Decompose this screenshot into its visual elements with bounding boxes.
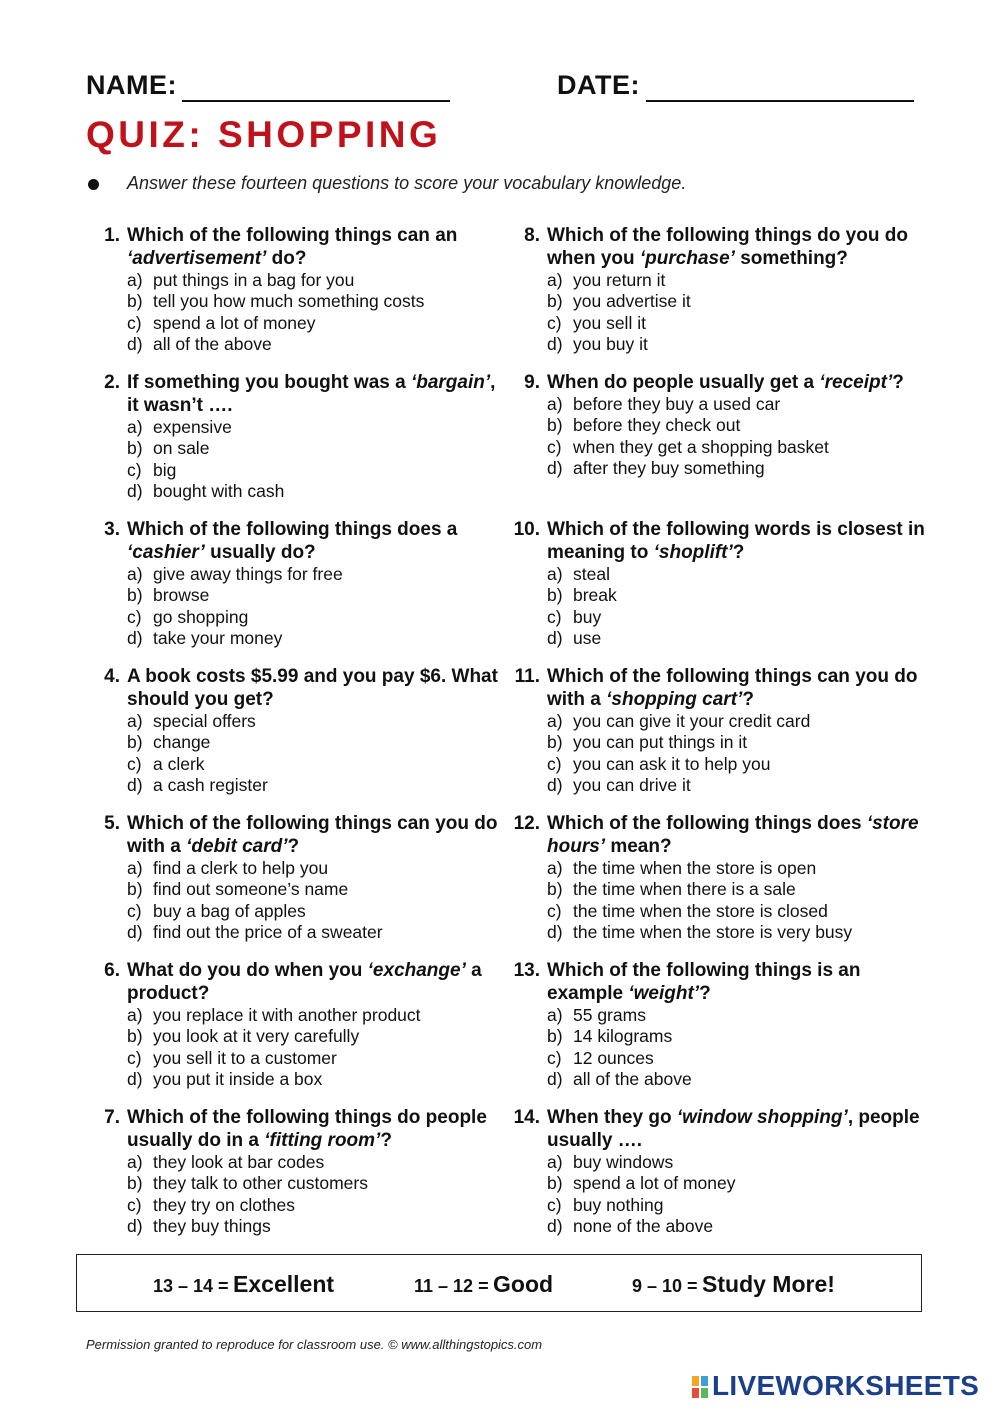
option-text: on sale (153, 438, 210, 459)
option-letter: d) (127, 333, 143, 354)
option-letter: d) (127, 774, 143, 795)
question-text (547, 959, 926, 1005)
option-text: they buy things (153, 1215, 271, 1236)
question-number: 9. (524, 372, 540, 393)
question-number: 8. (524, 225, 540, 246)
score-good (414, 1271, 553, 1298)
question-item (506, 665, 926, 812)
answer-option (547, 270, 926, 291)
answer-option (127, 270, 498, 291)
option-letter: a) (547, 394, 563, 414)
question-term: ‘shoplift’ (653, 542, 733, 563)
question-term: ‘receipt’ (819, 372, 893, 393)
options-list (547, 1005, 926, 1090)
answer-option (127, 1069, 498, 1090)
question-item (506, 371, 926, 518)
option-letter: c) (127, 606, 142, 627)
option-letter: d) (127, 921, 143, 942)
option-letter: c) (547, 606, 562, 627)
option-text: break (573, 585, 617, 606)
option-text: you can ask it to help you (573, 753, 771, 774)
option-text: you can drive it (573, 774, 691, 795)
question-term: ‘fitting room’ (264, 1130, 381, 1151)
answer-option (547, 1173, 926, 1194)
question-text-pre: Which of the following things do you do when you (547, 225, 908, 269)
answer-option (547, 394, 926, 415)
option-letter: b) (547, 415, 563, 436)
option-text: before they check out (573, 415, 741, 436)
option-letter: c) (127, 312, 142, 333)
answer-option (127, 334, 498, 355)
option-text: after they buy something (573, 457, 765, 478)
question-text-pre: Which of the following things can you do with a (127, 813, 498, 857)
option-text: the time when the store is open (573, 858, 817, 878)
options-list (127, 1005, 498, 1090)
option-letter: c) (547, 753, 562, 774)
option-text: the time when there is a sale (573, 879, 796, 900)
question-text-pre: Which of the following things can an (127, 225, 458, 246)
option-text: find a clerk to help you (153, 858, 329, 878)
option-letter: a) (127, 711, 143, 731)
question-text-post: ? (699, 983, 711, 1004)
option-text: you replace it with another product (153, 1005, 421, 1025)
question-item (86, 812, 498, 959)
instructions-text: Answer these fourteen questions to score your vocabulary knowledge. (127, 173, 687, 193)
question-term: ‘window shopping’ (676, 1107, 848, 1128)
questions-left-column (86, 224, 498, 1253)
score-excellent-range: 13 – 14 = (153, 1276, 229, 1296)
question-text (547, 1106, 926, 1152)
question-text-post: ? (742, 689, 754, 710)
question-text (127, 959, 498, 1005)
answer-option (547, 628, 926, 649)
answer-option (127, 564, 498, 585)
option-letter: b) (547, 1026, 563, 1047)
option-text: all of the above (573, 1068, 692, 1089)
answer-option (547, 775, 926, 796)
option-text: expensive (153, 417, 232, 437)
option-text: you can put things in it (573, 732, 748, 753)
options-list (127, 270, 498, 355)
question-text-pre: Which of the following things does a (127, 519, 458, 540)
option-text: none of the above (573, 1215, 714, 1236)
option-text: tell you how much something costs (153, 291, 425, 312)
option-letter: a) (547, 1152, 563, 1172)
question-term: ‘exchange’ (367, 960, 466, 981)
answer-option (127, 922, 498, 943)
question-item (506, 812, 926, 959)
question-text (547, 665, 926, 711)
option-letter: d) (547, 774, 563, 795)
option-text: you sell it (573, 312, 646, 333)
question-text-pre: If something you bought was a (127, 372, 411, 393)
answer-option (547, 437, 926, 458)
option-text: browse (153, 585, 210, 606)
option-text: you put it inside a box (153, 1068, 323, 1089)
answer-option (547, 1216, 926, 1237)
question-item (506, 518, 926, 665)
question-text (127, 224, 498, 270)
answer-option (127, 1195, 498, 1216)
question-number: 5. (104, 813, 120, 834)
score-good-label: Good (493, 1271, 554, 1297)
option-text: 55 grams (573, 1005, 646, 1025)
question-text-post: , people usually …. (547, 1107, 920, 1151)
option-text: all of the above (153, 333, 272, 354)
answer-option (127, 607, 498, 628)
answer-option (127, 481, 498, 502)
option-text: go shopping (153, 606, 249, 627)
option-letter: d) (127, 1068, 143, 1089)
option-text: put things in a bag for you (153, 270, 355, 290)
answer-option (127, 1026, 498, 1047)
question-text-pre: Which of the following things do people usually do in a (127, 1107, 487, 1151)
question-number: 11. (514, 666, 540, 687)
option-text: buy (573, 606, 602, 627)
question-number: 10. (513, 519, 540, 540)
answer-option (547, 1069, 926, 1090)
score-good-range: 11 – 12 = (414, 1276, 489, 1296)
question-text-post: usually do? (204, 542, 316, 563)
name-blank-line (182, 100, 450, 102)
options-list (127, 858, 498, 943)
liveworksheets-logo-icon (692, 1376, 708, 1398)
option-text: special offers (153, 711, 256, 731)
question-term: ‘advertisement’ (127, 248, 267, 269)
option-text: change (153, 732, 211, 753)
answer-option (547, 334, 926, 355)
question-text-post: ? (732, 542, 745, 563)
question-item (86, 665, 498, 812)
score-box (76, 1254, 922, 1312)
option-letter: a) (547, 858, 563, 878)
option-letter: b) (127, 1173, 143, 1194)
option-text: give away things for free (153, 564, 343, 584)
answer-option (547, 313, 926, 334)
answer-option (547, 291, 926, 312)
liveworksheets-brand: LIVEWORKSHEETS (712, 1370, 980, 1401)
bullet-icon (88, 179, 99, 190)
option-text: they try on clothes (153, 1194, 296, 1215)
question-text (127, 812, 498, 858)
answer-option (127, 585, 498, 606)
option-letter: b) (127, 732, 143, 753)
question-term: ‘store hours’ (547, 813, 919, 857)
option-text: you return it (573, 270, 666, 290)
question-number: 13. (513, 960, 540, 981)
question-number: 6. (104, 960, 120, 981)
answer-option (547, 711, 926, 732)
question-number: 12. (513, 813, 540, 834)
date-label: DATE: (557, 70, 640, 100)
option-text: they look at bar codes (153, 1152, 325, 1172)
option-text: you can give it your credit card (573, 711, 811, 731)
question-number: 4. (104, 666, 120, 687)
option-letter: c) (127, 1194, 142, 1215)
option-letter: a) (127, 270, 143, 290)
answer-option (547, 607, 926, 628)
score-excellent (153, 1271, 334, 1298)
option-text: 12 ounces (573, 1047, 654, 1068)
question-text-post: ? (380, 1130, 392, 1151)
answer-option (547, 415, 926, 436)
option-letter: b) (547, 879, 563, 900)
option-text: find out the price of a sweater (153, 921, 383, 942)
date-blank-line (646, 100, 914, 102)
question-text-pre: What do you do when you (127, 960, 368, 981)
option-letter: c) (547, 900, 562, 921)
option-letter: d) (547, 333, 563, 354)
option-letter: a) (127, 1152, 143, 1172)
score-study-label: Study More! (702, 1271, 835, 1297)
question-text-post: , it wasn’t …. (127, 372, 496, 416)
answer-option (547, 922, 926, 943)
answer-option (127, 775, 498, 796)
answer-option (547, 901, 926, 922)
question-text (547, 812, 926, 858)
option-letter: d) (547, 457, 563, 478)
answer-option (127, 1173, 498, 1194)
options-list (547, 1152, 926, 1237)
answer-option (127, 711, 498, 732)
option-letter: b) (547, 291, 563, 312)
option-text: the time when the store is closed (573, 900, 828, 921)
option-letter: a) (547, 270, 563, 290)
option-letter: b) (547, 585, 563, 606)
option-letter: b) (127, 585, 143, 606)
answer-option (127, 628, 498, 649)
quiz-title: QUIZ: SHOPPING (86, 114, 442, 155)
score-study-range: 9 – 10 = (632, 1276, 698, 1296)
question-text-pre: Which of the following words is closest in meaning to (547, 519, 925, 563)
answer-option (547, 1152, 926, 1173)
question-text (547, 518, 926, 564)
question-text-post: ? (287, 836, 300, 857)
option-text: find out someone’s name (153, 879, 349, 900)
option-letter: a) (127, 858, 143, 878)
option-text: big (153, 459, 177, 480)
options-list (127, 1152, 498, 1237)
option-letter: d) (547, 1215, 563, 1236)
option-text: steal (573, 564, 610, 584)
question-item (506, 959, 926, 1106)
question-item (506, 224, 926, 371)
options-list (547, 564, 926, 649)
option-letter: c) (547, 436, 562, 457)
option-letter: d) (127, 627, 143, 648)
question-term: ‘bargain’ (410, 372, 491, 393)
option-letter: b) (547, 1173, 563, 1194)
question-text-pre: When do people usually get a (547, 372, 820, 393)
option-letter: c) (127, 753, 142, 774)
question-item (86, 959, 498, 1106)
option-text: a clerk (153, 753, 205, 774)
option-letter: c) (127, 1047, 142, 1068)
answer-option (127, 879, 498, 900)
question-number: 1. (104, 225, 120, 246)
option-letter: b) (547, 732, 563, 753)
option-letter: a) (547, 564, 563, 584)
options-list (127, 417, 498, 502)
answer-option (547, 754, 926, 775)
question-number: 2. (104, 372, 120, 393)
option-text: bought with cash (153, 480, 285, 501)
options-list (547, 858, 926, 943)
option-text: you advertise it (573, 291, 691, 312)
answer-option (547, 1026, 926, 1047)
option-letter: d) (547, 1068, 563, 1089)
question-term: ‘weight’ (628, 983, 700, 1004)
option-letter: a) (547, 1005, 563, 1025)
option-text: take your money (153, 627, 283, 648)
options-list (547, 711, 926, 796)
answer-option (127, 438, 498, 459)
option-letter: b) (127, 879, 143, 900)
question-text (127, 518, 498, 564)
option-letter: c) (547, 1047, 562, 1068)
question-number: 3. (104, 519, 120, 540)
answer-option (547, 1048, 926, 1069)
option-text: 14 kilograms (573, 1026, 673, 1047)
option-text: they talk to other customers (153, 1173, 368, 1194)
option-text: buy windows (573, 1152, 674, 1172)
answer-option (547, 858, 926, 879)
question-item (506, 1106, 926, 1253)
question-text (127, 665, 498, 711)
options-list (547, 394, 926, 479)
option-text: a cash register (153, 774, 268, 795)
option-text: use (573, 627, 602, 648)
question-item (86, 224, 498, 371)
answer-option (547, 732, 926, 753)
question-term: ‘debit card’ (186, 836, 288, 857)
answer-option (127, 858, 498, 879)
option-text: you look at it very carefully (153, 1026, 360, 1047)
question-text-post: do? (266, 248, 307, 269)
answer-option (127, 460, 498, 481)
option-text: buy a bag of apples (153, 900, 306, 921)
answer-option (127, 1048, 498, 1069)
answer-option (547, 564, 926, 585)
answer-option (127, 1216, 498, 1237)
option-letter: c) (127, 900, 142, 921)
question-text-pre: When they go (547, 1107, 677, 1128)
score-excellent-label: Excellent (233, 1271, 335, 1297)
answer-option (547, 458, 926, 479)
question-term: ‘shopping cart’ (606, 689, 743, 710)
option-letter: a) (127, 417, 143, 437)
options-list (547, 270, 926, 355)
question-item (86, 518, 498, 665)
options-list (127, 564, 498, 649)
answer-option (547, 1005, 926, 1026)
option-letter: c) (547, 312, 562, 333)
question-text-pre: Which of the following things can you do with a (547, 666, 918, 710)
question-text (127, 371, 498, 417)
option-letter: b) (127, 1026, 143, 1047)
answer-option (127, 732, 498, 753)
score-study (632, 1271, 835, 1298)
question-text-pre: Which of the following things is an example (547, 960, 861, 1004)
option-letter: d) (547, 921, 563, 942)
questions-right-column (506, 224, 926, 1253)
question-item (86, 371, 498, 518)
permission-footer: Permission granted to reproduce for classroom use. © www.allthingstopics.com (86, 1337, 543, 1352)
option-letter: a) (127, 1005, 143, 1025)
option-text: buy nothing (573, 1194, 664, 1215)
question-number: 14. (513, 1107, 540, 1128)
question-text-post: something? (734, 248, 848, 269)
answer-option (127, 1005, 498, 1026)
option-letter: a) (547, 711, 563, 731)
question-text-post: ? (892, 372, 904, 393)
question-text-pre: Which of the following things does (547, 813, 867, 834)
answer-option (127, 291, 498, 312)
question-text (547, 224, 926, 270)
option-text: the time when the store is very busy (573, 921, 853, 942)
question-text-post: mean? (605, 836, 672, 857)
answer-option (547, 585, 926, 606)
option-letter: a) (127, 564, 143, 584)
question-item (86, 1106, 498, 1253)
option-text: spend a lot of money (153, 312, 316, 333)
option-letter: b) (127, 438, 143, 459)
options-list (127, 711, 498, 796)
option-text: before they buy a used car (573, 394, 781, 414)
answer-option (547, 879, 926, 900)
option-letter: c) (127, 459, 142, 480)
answer-option (127, 754, 498, 775)
option-letter: d) (127, 1215, 143, 1236)
option-letter: d) (127, 480, 143, 501)
option-text: spend a lot of money (573, 1173, 736, 1194)
question-number: 7. (104, 1107, 120, 1128)
answer-option (127, 1152, 498, 1173)
option-text: when they get a shopping basket (573, 436, 829, 457)
question-text-post: a product? (127, 960, 482, 1004)
question-text (127, 1106, 498, 1152)
answer-option (127, 417, 498, 438)
option-letter: b) (127, 291, 143, 312)
option-letter: d) (547, 627, 563, 648)
option-text: you buy it (573, 333, 648, 354)
answer-option (547, 1195, 926, 1216)
name-label: NAME: (86, 70, 177, 100)
option-letter: c) (547, 1194, 562, 1215)
question-term: ‘purchase’ (639, 248, 735, 269)
question-text (547, 371, 926, 394)
question-term: ‘cashier’ (127, 542, 205, 563)
question-text-pre: A book costs $5.99 and you pay $6. What should you get? (127, 666, 498, 710)
answer-option (127, 901, 498, 922)
answer-option (127, 313, 498, 334)
option-text: you sell it to a customer (153, 1047, 337, 1068)
